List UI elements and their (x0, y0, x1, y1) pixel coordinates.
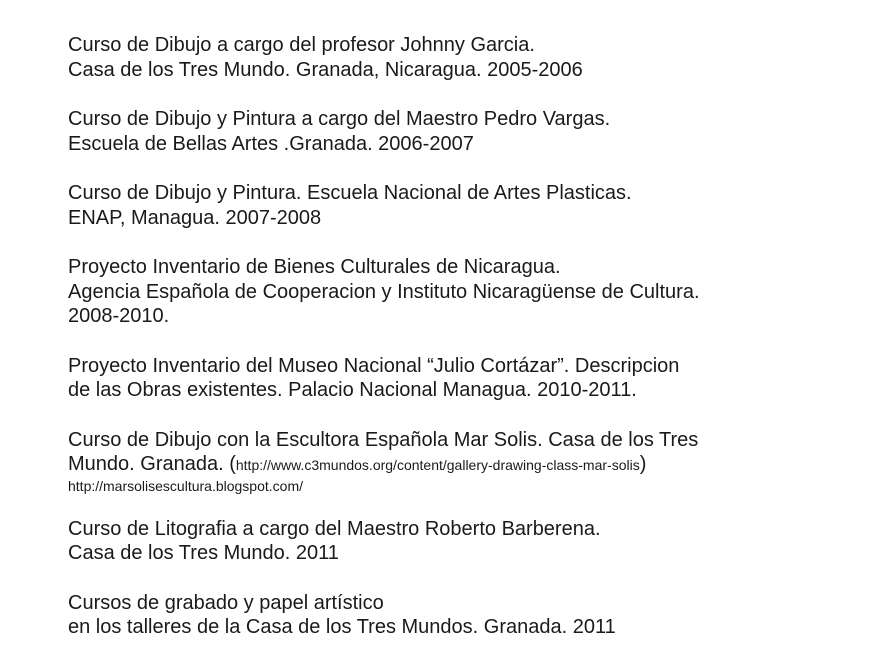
entry-line: Curso de Dibujo con la Escultora Española Mar Solis. Casa de los Tres (68, 428, 699, 451)
entry-line-prefix: Mundo. Granada. ( (68, 453, 236, 475)
entry-line-with-link (68, 452, 868, 478)
entry-lithography-course (68, 517, 868, 566)
entry-line: Curso de Dibujo y Pintura. Escuela Nacional de Artes Plasticas. (68, 182, 632, 204)
entry-line: ENAP, Managua. 2007-2008 (68, 206, 322, 229)
entry-mar-solis-course (68, 428, 868, 495)
entry-line: Casa de los Tres Mundo. Granada, Nicaragua. 2005-2006 (68, 58, 583, 81)
entry-drawing-painting-pedro-vargas (68, 107, 868, 156)
document-body (68, 33, 868, 665)
entry-line: Curso de Dibujo y Pintura a cargo del Maestro Pedro Vargas. (68, 108, 611, 130)
entry-line: Casa de los Tres Mundo. 2011 (68, 542, 339, 564)
entry-line: Cursos de grabado y papel artístico (68, 591, 384, 614)
entry-line: Escuela de Bellas Artes .Granada. 2006-2007 (68, 132, 474, 155)
c3mundos-link[interactable]: http://www.c3mundos.org/content/gallery-drawing-class-mar-solis (235, 457, 640, 473)
entry-line: 2008-2010. (68, 305, 170, 327)
entry-drawing-course-johnny-garcia (68, 33, 868, 82)
entry-line-suffix: ) (639, 453, 647, 475)
entry-engraving-paper-courses (68, 591, 868, 640)
entry-cultural-inventory-project (68, 255, 868, 329)
entry-line: Curso de Dibujo a cargo del profesor Johnny Garcia. (68, 34, 535, 56)
entry-enap-course (68, 181, 868, 230)
entry-museum-inventory-project (68, 354, 868, 403)
marsolis-blog-link[interactable]: http://marsolisescultura.blogspot.com/ (68, 477, 303, 494)
entry-line: Agencia Española de Cooperacion y Instituto Nicaragüense de Cultura. (68, 280, 700, 303)
entry-line: Proyecto Inventario del Museo Nacional “Julio Cortázar”. Descripcion (68, 354, 680, 377)
entry-line: de las Obras existentes. Palacio Nacional Managua. 2010-2011. (68, 379, 637, 401)
entry-line: Proyecto Inventario de Bienes Culturales de Nicaragua. (68, 256, 561, 278)
entry-line: Curso de Litografia a cargo del Maestro Roberto Barberena. (68, 517, 601, 540)
entry-line: en los talleres de la Casa de los Tres Mundos. Granada. 2011 (68, 616, 616, 638)
